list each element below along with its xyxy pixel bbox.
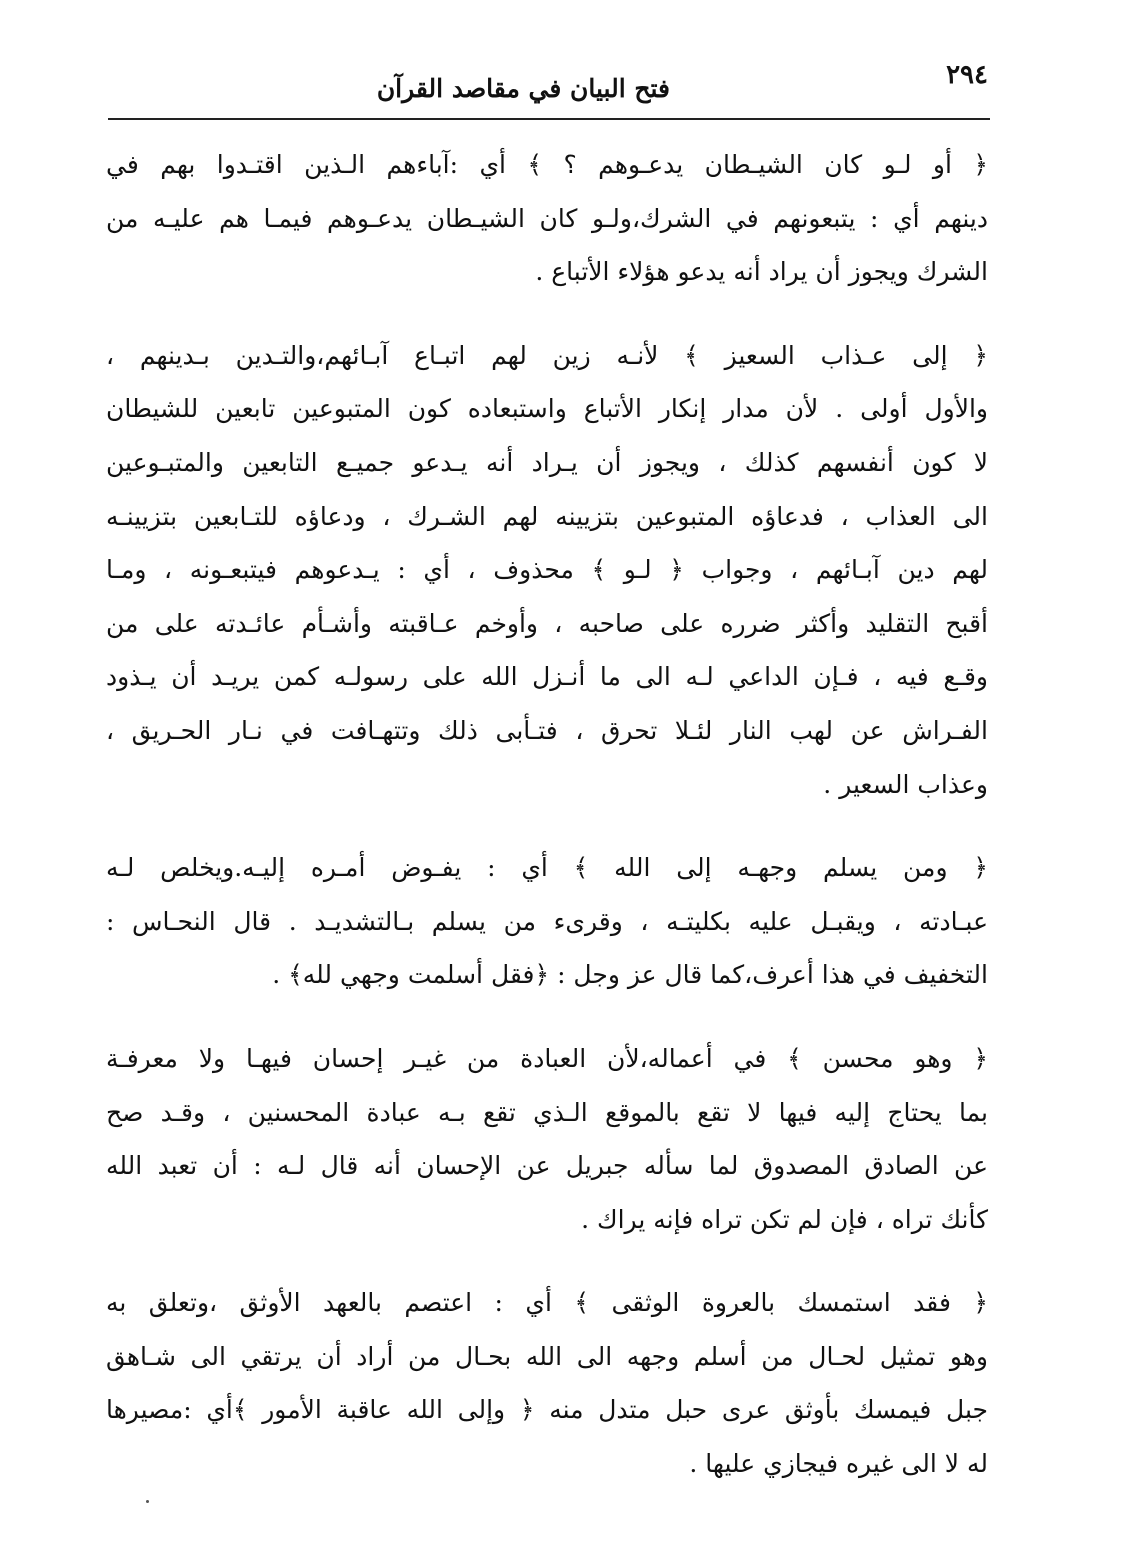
scan-speck — [146, 1500, 149, 1503]
text-line: والأول أولى . لأن مدار إنكار الأتباع واستبعاده كون المتبوعين تابعين للشيطان — [106, 394, 988, 424]
text-line: الى العذاب ، فدعاؤه المتبوعين بتزيينه لهم الشـرك ، ودعاؤه للتـابعين بتزيينـه — [106, 501, 988, 531]
page-number: ٢٩٤ — [946, 60, 988, 90]
body-text — [106, 138, 988, 1491]
text-line: الفـراش عن لهب النار لئـلا تحرق ، فتـأبى ذلك وتتهـافت في نـار الحـريق ، — [106, 715, 988, 745]
text-line: أقبح التقليد وأكثر ضرره على صاحبه ، وأوخم عـاقبته وأشـأم عائـدته على من — [106, 608, 988, 638]
text-line: وهو تمثيل لحـال من أسلم وجهه الى الله بحـال من أراد أن يرتقي الى شـاهق — [106, 1341, 988, 1371]
paragraph-5 — [106, 1276, 988, 1490]
text-line: بما يحتاج إليه فيها لا تقع بالموقع الـذي تقع بـه عبادة المحسنين ، وقـد صح — [106, 1097, 988, 1127]
text-line: ﴿ وهو محسن ﴾ في أعماله،لأن العبادة من غيـر إحسان فيهـا ولا معرفـة — [106, 1043, 988, 1073]
header-rule — [108, 118, 990, 120]
text-line: ﴿ ومن يسلم وجهـه إلى الله ﴾ أي : يفـوض أمـره إليـه.ويخلص لـه — [106, 853, 988, 883]
text-line: عن الصادق المصدوق لما سأله جبريل عن الإحسان أنه قال لـه : أن تعبد الله — [106, 1151, 988, 1181]
paragraph-3 — [106, 841, 988, 1002]
text-line: جبل فيمسك بأوثق عرى حبل متدل منه ﴿ وإلى الله عاقبة الأمور ﴾أي :مصيرها — [106, 1395, 988, 1425]
text-line: وعذاب السعير . — [823, 769, 988, 799]
text-line: له لا الى غيره فيجازي عليها . — [689, 1449, 988, 1479]
text-line: ﴿ إلى عـذاب السعيز ﴾ لأنـه زين لهم اتبـاع آبـائهم،والتـدين بـدينهم ، — [106, 340, 988, 370]
text-line: التخفيف في هذا أعرف،كما قال عز وجل : ﴿فقل أسلمت وجهي لله﴾ . — [272, 960, 988, 990]
text-line: ﴿ فقد استمسك بالعروة الوثقى ﴾ أي : اعتصم بالعهد الأوثق ،وتعلق به — [106, 1288, 988, 1318]
running-title: فتح البيان في مقاصد القرآن — [376, 74, 670, 103]
text-line: ﴿ أو لـو كان الشيـطان يدعـوهم ؟ ﴾ أي :آباءهم الـذين اقتـدوا بهم في — [106, 150, 988, 179]
paragraph-4 — [106, 1032, 988, 1246]
text-line: عبـادته ، ويقبـل عليه بكليتـه ، وقرىء من يسلم بـالتشديـد . قال النحـاس : — [106, 906, 989, 936]
text-line: دينهم أي : يتبعونهم في الشرك،ولـو كان الشيـطان يدعـوهم فيمـا هم عليـه من — [106, 203, 988, 233]
text-line: لهم دين آبـائهم ، وجواب ﴿ لـو ﴾ محذوف ، أي : يـدعوهم فيتبعـونه ، ومـا — [106, 555, 988, 585]
page-header — [108, 60, 988, 112]
text-line: الشرك ويجوز أن يراد أنه يدعو هؤلاء الأتباع . — [535, 257, 988, 287]
text-line: لا كون أنفسهم كذلك ، ويجوز أن يـراد أنه يـدعو جميـع التابعين والمتبـوعين — [106, 447, 988, 477]
text-line: وقـع فيه ، فـإن الداعي لـه الى ما أنـزل الله على رسولـه كمن يريـد أن يـذود — [106, 662, 988, 692]
text-line: كأنك تراه ، فإن لم تكن تراه فإنه يراك . — [581, 1204, 988, 1234]
paragraph-2 — [106, 329, 988, 811]
paragraph-1 — [106, 138, 988, 299]
